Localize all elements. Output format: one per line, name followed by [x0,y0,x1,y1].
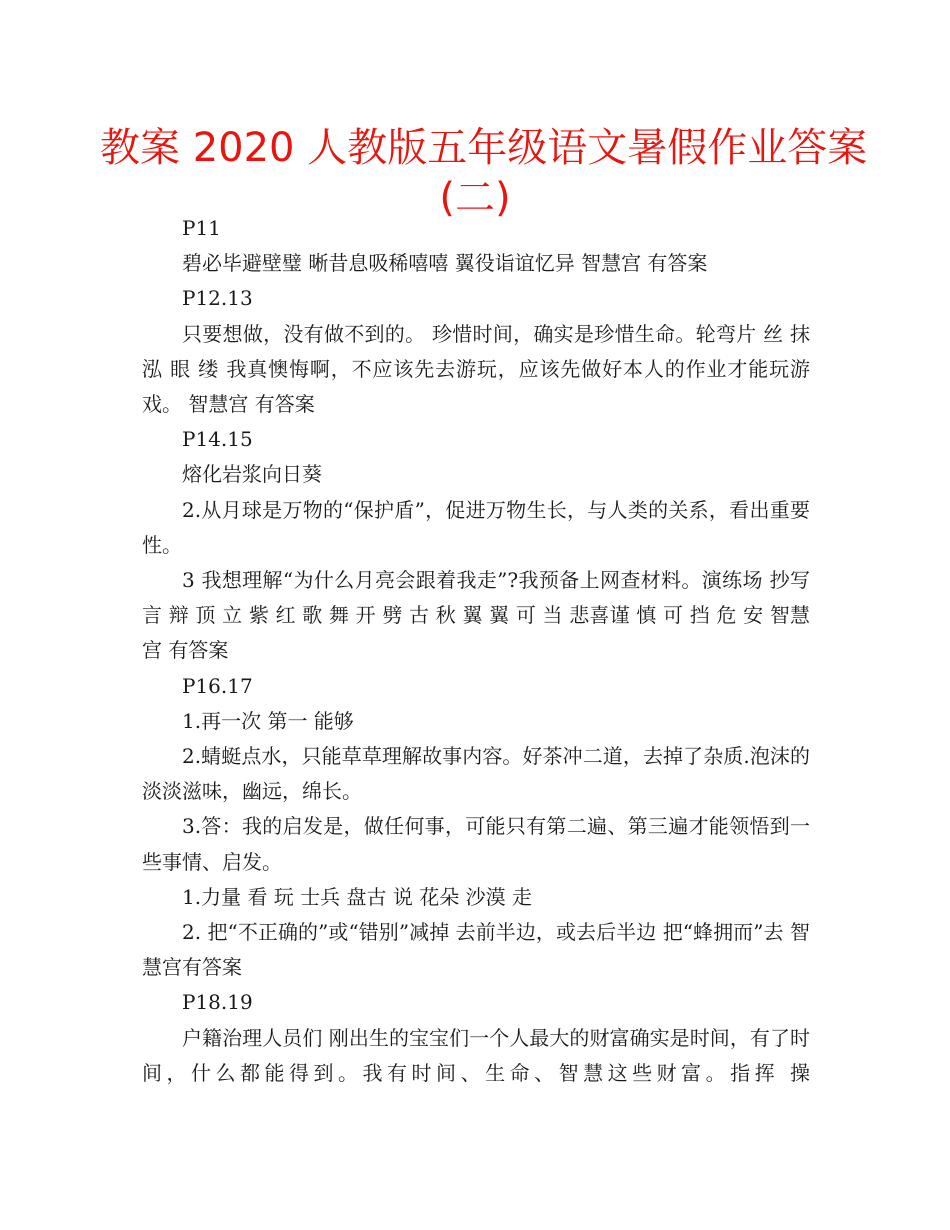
paragraph-answers-p16-17-1: 1.再一次 第一 能够 [182,708,354,733]
document-title-line-2: (二) [439,175,511,221]
paragraph-p16-17: P16.17 [182,673,253,698]
document-body [142,211,810,1091]
paragraph-p18-19: P18.19 [182,990,253,1015]
paragraph-answers-p14-15-2: 2.从月球是万物的“保护盾”，促进万物生长，与人类的关系，看出重要性。 [142,497,810,557]
paragraph-answers-p16-17-2: 2.蜻蜓点水，只能草草理解故事内容。好茶冲二道，去掉了杂质.泡沫的淡淡滋味，幽远，绵长。 [142,744,810,804]
paragraph-p11: P11 [182,216,221,240]
paragraph-p12-13: P12.13 [182,286,253,311]
document-title-line-1: 教案 2020 人教版五年级语文暑假作业答案 [100,125,868,171]
paragraph-answers-p16-17-5: 2. 把“不正确的”或“错别”减掉 去前半边，或去后半边 把“蜂拥而”去 智慧宫有答案 [142,920,810,980]
paragraph-p14-15: P14.15 [182,427,253,452]
paragraph-answers-p12-13: 只要想做，没有做不到的。 珍惜时间，确实是珍惜生命。轮弯片 丝 抹 泓 眼 缕 我真懊悔啊，不应该先去游玩，应该先做好本人的作业才能玩游戏。 智慧宫 有答案 [142,321,810,417]
paragraph-answers-p11: 碧必毕避壁璧 晰昔息吸稀嘻嘻 翼役诣谊忆异 智慧宫 有答案 [182,251,708,276]
paragraph-answers-p16-17-4: 1.力量 看 玩 士兵 盘古 说 花朵 沙漠 走 [182,884,532,909]
paragraph-answers-p14-15-3: 3 我想理解“为什么月亮会跟着我走”?我预备上网查材料。演练场 抄写 言 辩 顶 立 紫 红 歌 舞 开 劈 古 秋 翼 翼 可 当 悲喜谨 慎 可 挡 危 安 智慧宫 有答案 [142,568,810,663]
paragraph-answers-p16-17-3: 3.答：我的启发是，做任何事，可能只有第二遍、第三遍才能领悟到一些事情、启发。 [142,814,810,874]
paragraph-answers-p18-19: 户籍治理人员们 刚出生的宝宝们一个人最大的财富确实是时间，有了时间，什么都能得到。我有时间、生命、智慧这些财富。指挥 操 [142,1025,810,1085]
paragraph-answers-p14-15-1: 熔化岩浆向日葵 [182,462,322,487]
